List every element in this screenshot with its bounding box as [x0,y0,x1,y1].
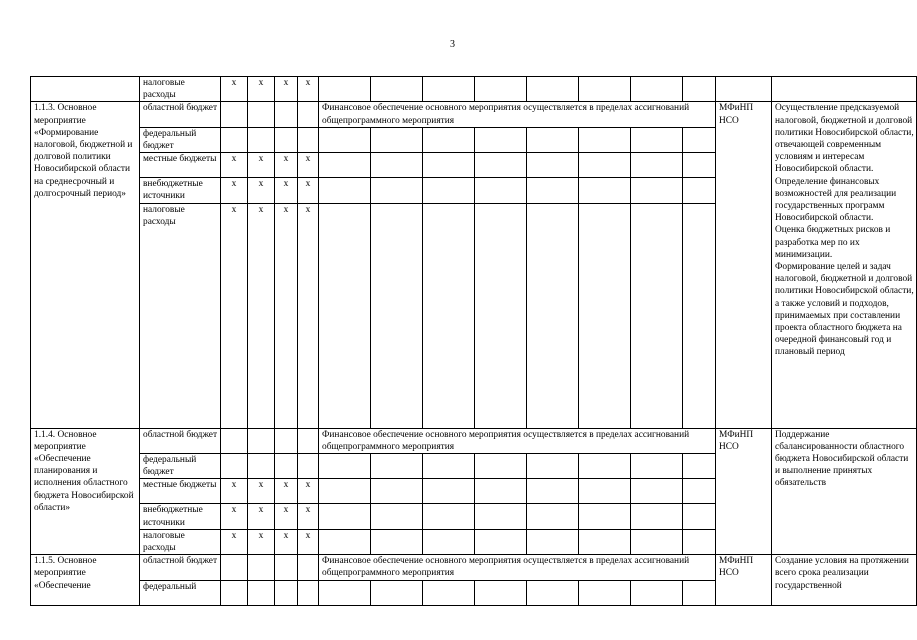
value-cell [319,203,371,428]
source-label: областной бюджет [140,102,221,127]
value-cell [371,77,423,102]
activity-name: 1.1.5. Основное мероприятие «Обеспечение [31,555,140,605]
table-row [31,428,917,453]
value-cell [683,454,716,479]
value-cell [579,77,631,102]
value-cell [319,178,371,203]
value-cell [631,77,683,102]
activity-name: 1.1.3. Основное мероприятие «Формирование налоговой, бюджетной и долговой политики Новосибирской области на среднесрочный и долгосрочный период» [31,102,140,428]
x-mark: x [221,178,248,203]
value-cell [475,580,527,605]
source-label: налоговые расходы [140,529,221,554]
value-cell [527,479,579,504]
value-cell [475,127,527,152]
x-mark: x [298,529,319,554]
value-cell [527,127,579,152]
value-cell [423,127,475,152]
value-cell [371,479,423,504]
value-cell [423,77,475,102]
value-cell [631,203,683,428]
x-mark: x [275,203,298,428]
value-cell [423,529,475,554]
financing-note: Финансовое обеспечение основного мероприятия осуществляется в пределах ассигнований общепрограммного мероприятия [319,555,716,580]
value-cell [319,454,371,479]
value-cell [579,127,631,152]
value-cell [527,529,579,554]
value-cell [475,454,527,479]
value-cell [683,504,716,529]
value-cell [475,479,527,504]
expected-result: Поддержание сбалансированности областного бюджета Новосибирской области и выполнение принятых обязательств [772,428,917,555]
value-cell [319,529,371,554]
responsible-agency: МФиНП НСО [716,428,772,555]
x-cell [221,580,248,605]
value-cell [371,203,423,428]
value-cell [683,178,716,203]
x-mark: x [298,178,319,203]
x-cell [298,580,319,605]
x-mark: x [275,479,298,504]
program-activities-table [30,76,914,592]
value-cell [683,529,716,554]
x-mark: x [248,178,275,203]
x-cell [298,555,319,580]
value-cell [423,178,475,203]
value-cell [371,454,423,479]
value-cell [683,580,716,605]
x-mark: x [248,153,275,178]
value-cell [475,504,527,529]
value-cell [683,127,716,152]
x-mark: x [298,77,319,102]
value-cell [475,529,527,554]
value-cell [579,454,631,479]
x-mark: x [221,479,248,504]
responsible-agency: МФиНП НСО [716,102,772,428]
x-mark: x [248,529,275,554]
x-cell [275,127,298,152]
value-cell [527,153,579,178]
x-cell [248,428,275,453]
value-cell [371,127,423,152]
x-cell [221,102,248,127]
x-cell [275,454,298,479]
source-label: федеральный бюджет [140,454,221,479]
source-label: федеральный [140,580,221,605]
x-mark: x [221,153,248,178]
value-cell [319,504,371,529]
source-label: федеральный бюджет [140,127,221,152]
x-cell [275,428,298,453]
x-mark: x [248,203,275,428]
x-cell [298,102,319,127]
value-cell [579,479,631,504]
expected-result: Создание условия на протяжении всего срока реализации государственной [772,555,917,605]
x-cell [248,555,275,580]
value-cell [475,178,527,203]
x-mark: x [221,77,248,102]
x-cell [221,454,248,479]
agency-cell [716,77,772,102]
source-label: местные бюджеты [140,153,221,178]
value-cell [579,504,631,529]
value-cell [371,178,423,203]
x-cell [298,454,319,479]
financing-note: Финансовое обеспечение основного мероприятия осуществляется в пределах ассигнований общепрограммного мероприятия [319,428,716,453]
value-cell [631,127,683,152]
source-label: местные бюджеты [140,479,221,504]
source-label: внебюджетные источники [140,178,221,203]
x-cell [298,127,319,152]
source-label: областной бюджет [140,555,221,580]
value-cell [423,153,475,178]
value-cell [631,153,683,178]
x-mark: x [221,203,248,428]
value-cell [683,77,716,102]
source-label: областной бюджет [140,428,221,453]
value-cell [527,454,579,479]
expected-result: Осуществление предсказуемой налоговой, бюджетной и долговой политики Новосибирской области, отвечающей современным условиям и интересам Новосибирской области. Определение финансовых возможностей для реализации государственных программ Новосибирской области. Оценка бюджетных рисков и разработка мер по их минимизации. Формирование целей и задач налоговой, бюджетной и долговой политики Новосибирской области, а также условий и подходов, принимаемых при составлении проекта областного бюджета на очередной финансовый год и плановый период [772,102,917,428]
source-label: налоговые расходы [140,203,221,428]
x-cell [275,580,298,605]
x-mark: x [298,479,319,504]
value-cell [319,77,371,102]
activity-cell [31,77,140,102]
source-label: внебюджетные источники [140,504,221,529]
value-cell [683,153,716,178]
value-cell [371,529,423,554]
x-cell [221,555,248,580]
value-cell [371,153,423,178]
source-label: налоговые расходы [140,77,221,102]
x-cell [275,102,298,127]
value-cell [475,153,527,178]
value-cell [423,454,475,479]
x-mark: x [298,203,319,428]
page-number: 3 [450,39,455,50]
x-cell [248,127,275,152]
table-row [31,102,917,127]
x-mark: x [275,153,298,178]
x-mark: x [275,77,298,102]
value-cell [371,580,423,605]
x-cell [248,454,275,479]
x-mark: x [221,529,248,554]
x-mark: x [275,178,298,203]
table-row [31,555,917,580]
x-mark: x [221,504,248,529]
x-mark: x [248,504,275,529]
x-cell [221,127,248,152]
value-cell [579,580,631,605]
value-cell [631,529,683,554]
value-cell [527,77,579,102]
responsible-agency: МФиНП НСО [716,555,772,605]
value-cell [579,153,631,178]
financing-note: Финансовое обеспечение основного мероприятия осуществляется в пределах ассигнований общепрограммного мероприятия [319,102,716,127]
value-cell [475,77,527,102]
value-cell [631,454,683,479]
x-mark: x [275,504,298,529]
x-mark: x [275,529,298,554]
value-cell [683,203,716,428]
x-cell [248,580,275,605]
value-cell [319,580,371,605]
value-cell [319,153,371,178]
value-cell [631,580,683,605]
result-cell [772,77,917,102]
value-cell [319,479,371,504]
table-row [31,77,917,102]
value-cell [423,203,475,428]
value-cell [631,504,683,529]
value-cell [319,127,371,152]
value-cell [371,504,423,529]
value-cell [423,479,475,504]
value-cell [475,203,527,428]
x-mark: x [298,504,319,529]
x-cell [248,102,275,127]
x-cell [275,555,298,580]
activity-name: 1.1.4. Основное мероприятие «Обеспечение планирования и исполнения областного бюджета Новосибирской области» [31,428,140,555]
value-cell [631,479,683,504]
value-cell [527,580,579,605]
value-cell [423,580,475,605]
x-cell [298,428,319,453]
value-cell [579,178,631,203]
value-cell [527,178,579,203]
value-cell [527,203,579,428]
x-cell [221,428,248,453]
value-cell [579,203,631,428]
value-cell [527,504,579,529]
x-mark: x [298,153,319,178]
value-cell [683,479,716,504]
x-mark: x [248,479,275,504]
value-cell [423,504,475,529]
value-cell [579,529,631,554]
value-cell [631,178,683,203]
x-mark: x [248,77,275,102]
